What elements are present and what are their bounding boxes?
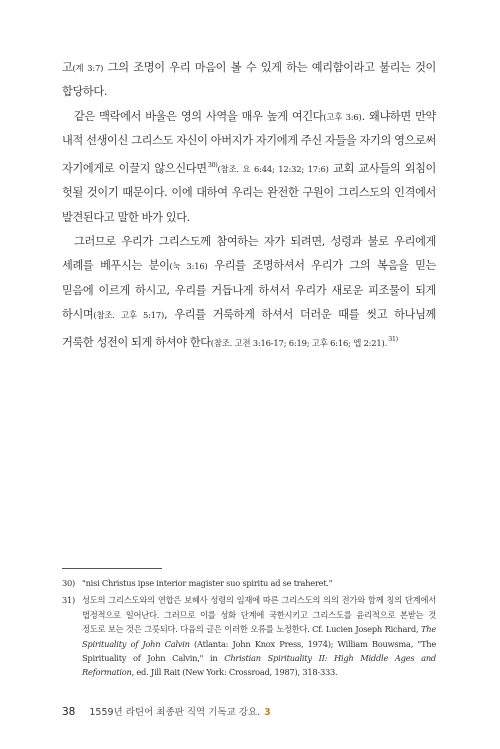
footnote-number: 31) <box>62 595 76 606</box>
text-run: 같은 맥락에서 바울은 영의 사역을 매우 높게 여긴다 <box>74 109 324 123</box>
main-text <box>62 56 436 356</box>
text-run: (Atlanta: John Knox Press, 1974); William Bouwsma, "The Spirituality of John Calvin," in <box>82 638 436 664</box>
text-run: 우리를 조명하셔서 우리가 그의 복음을 믿는 믿음에 이르게 하시고, 우리를 거듭나게 하셔서 우리가 새로운 피조물이 되게 하시며 <box>62 259 436 321</box>
footnote-31 <box>62 593 436 679</box>
footnote-text <box>82 593 436 679</box>
scripture-reference: (고후 3:6) <box>323 111 362 122</box>
running-title: 1559년 라틴어 최종판 직역 기독교 강요. <box>89 707 261 718</box>
footnote-marker-30[interactable]: 30) <box>207 161 218 170</box>
scripture-reference: (참조. 고후 5:17) <box>93 309 165 320</box>
paragraph-3 <box>62 230 436 355</box>
scripture-reference: (참조. 고전 3:16-17; 6:19; 고후 6:16; 엡 2:21). <box>210 338 388 349</box>
text-run: 그의 조명이 우리 마음이 볼 수 있게 하는 예리함이라고 불리는 것이 합당하다. <box>62 61 436 99</box>
text-run: , ed. Jill Rait (New York: Crossroad, 1987), 318-333. <box>131 667 338 678</box>
text-run: 성도의 그리스도와의 연합은 보혜사 성령의 임재에 따른 그리스도의 의의 전가와 함께 칭의 단계에서 법정적으로 일어난다. 그러므로 이를 성화 단계에 국한시키고 그리스도를 윤리적으로 본받는 것 정도로 보는 것은 그릇되다. 다음의 글은 이러한 오류를 노정한다. Cf. Lucien Joseph Richard, <box>82 595 436 635</box>
paragraph-1 <box>62 56 436 105</box>
text-run: 교회 교사들의 외침이 헛될 것이기 때문이다. 이에 대하여 우리는 완전한 구원이 그리스도의 인격에서 발견된다고 말한 바가 있다. <box>62 162 436 224</box>
footnote-number: 30) <box>62 578 76 588</box>
book-title-italic: Christian Spirituality II: High Middle Ages and Reformation <box>82 653 436 678</box>
text-run: . 왜냐하면 만약 내적 선생이신 그리스도 자신이 아버지가 자기에게 주신 자들을 자기의 영으로써 자기에게로 이끌지 않으신다면 <box>62 109 436 176</box>
book-title-italic: The Spirituality of John Calvin <box>82 624 436 649</box>
scripture-reference: (참조. 요 6:44; 12:32; 17:6) <box>217 164 329 175</box>
footnote-marker-31[interactable]: 31) <box>388 335 398 344</box>
footnotes <box>62 576 436 683</box>
text-run: 그러므로 우리가 그리스도께 참여하는 자가 되려면, 성령과 불로 우리에게 세례를 베푸시는 분이 <box>62 235 436 273</box>
footnote-30 <box>62 576 436 590</box>
paragraph-2 <box>62 105 436 230</box>
scripture-reference: (눅 3:16) <box>169 261 208 272</box>
scripture-reference: (계 3:7) <box>72 63 104 73</box>
footnote-text: "nisi Christus ipse interior magister suo spiritu ad se traheret." <box>82 578 333 588</box>
text-run: , 우리를 거룩하게 하셔서 더러운 때를 씻고 하나님께 거룩한 성전이 되게 하셔야 한다 <box>62 307 436 350</box>
footnote-divider <box>62 568 162 569</box>
page-footer <box>62 704 271 720</box>
text-run: 고 <box>62 61 73 74</box>
volume-number: 3 <box>264 707 271 718</box>
page-number: 38 <box>62 706 76 718</box>
